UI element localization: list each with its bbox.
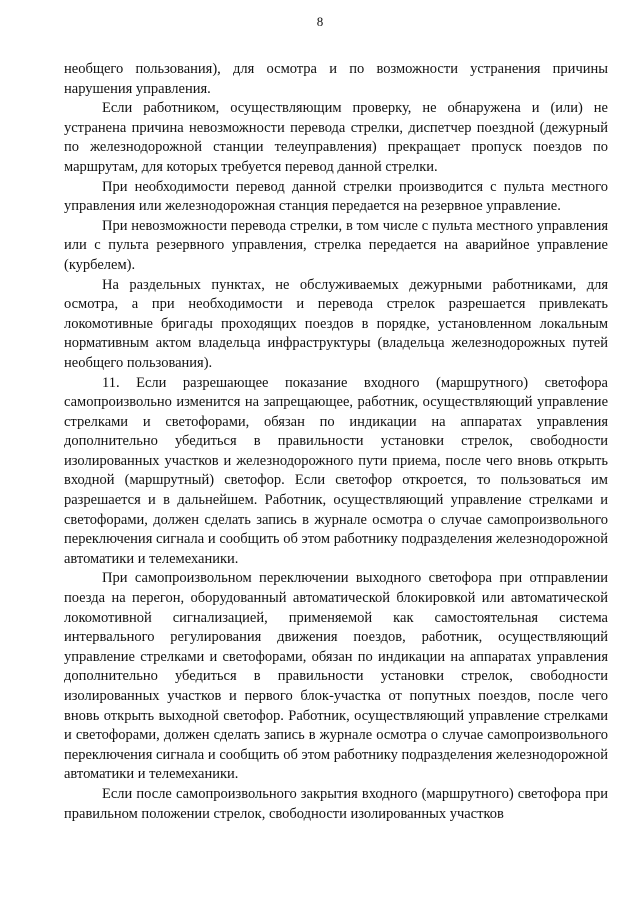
paragraph: Если после самопроизвольного закрытия входного (маршрутного) светофора при правильном положении стрелок, свободности изолированных участков: [64, 785, 608, 822]
paragraph: Если работником, осуществляющим проверку, не обнаружена и (или) не устранена причина невозможности перевода стрелки, диспетчер поездной (дежурный по железнодорожной станции телеуправления) прекращает пропуск поездов по маршрутам, для которых требуется перевод данной стрелки.: [64, 100, 608, 175]
paragraph: При необходимости перевод данной стрелки производится с пульта местного управления или железнодорожная станция передается на резервное управление.: [64, 178, 608, 215]
document-body: [64, 60, 608, 824]
paragraph: 11. Если разрешающее показание входного (маршрутного) светофора самопроизвольно изменится на запрещающее, работник, осуществляющий управление стрелками и светофорами, обязан по индикации на аппаратах управления дополнительно убедиться в правильности установки стрелок, свободности изолированных участков и железнодорожного пути приема, после чего вновь открыть входной (маршрутный) светофор. Если светофор откроется, то пользоваться им разрешается и в дальнейшем. Работник, осуществляющий управление стрелками и светофорами, должен сделать запись в журнале осмотра о случае самопроизвольного переключения сигнала и сообщить об этом работнику подразделения железнодорожной автоматики и телемеханики.: [64, 374, 608, 567]
paragraph: При самопроизвольном переключении выходного светофора при отправлении поезда на перегон, оборудованный автоматической блокировкой или автоматической локомотивной сигнализацией, применяемой как самостоятельная система интервального регулирования движения поездов, работник, осуществляющий управление стрелками и светофорами, обязан по индикации на аппаратах управления дополнительно убедиться в правильности установки стрелок, свободности изолированных участков и первого блок-участка от попутных поездов, после чего вновь открыть выходной светофор. Работник, осуществляющий управление стрелками и светофорами, должен сделать запись в журнале осмотра о случае самопроизвольного переключения сигнала и сообщить об этом работнику подразделения железнодорожной автоматики и телемеханики.: [64, 570, 608, 783]
paragraph: При невозможности перевода стрелки, в том числе с пульта местного управления или с пульта резервного управления, стрелка передается на аварийное управление (курбелем).: [64, 217, 608, 273]
paragraph: необщего пользования), для осмотра и по возможности устранения причины нарушения управления.: [64, 61, 608, 97]
page-number: 8: [316, 14, 324, 29]
paragraph: На раздельных пунктах, не обслуживаемых дежурными работниками, для осмотра, а при необходимости и перевода стрелок разрешается привлекать локомотивные бригады проходящих поездов в порядке, установленном локальным нормативным актом владельца инфраструктуры (владельца железнодорожных путей необщего пользования).: [64, 276, 608, 371]
